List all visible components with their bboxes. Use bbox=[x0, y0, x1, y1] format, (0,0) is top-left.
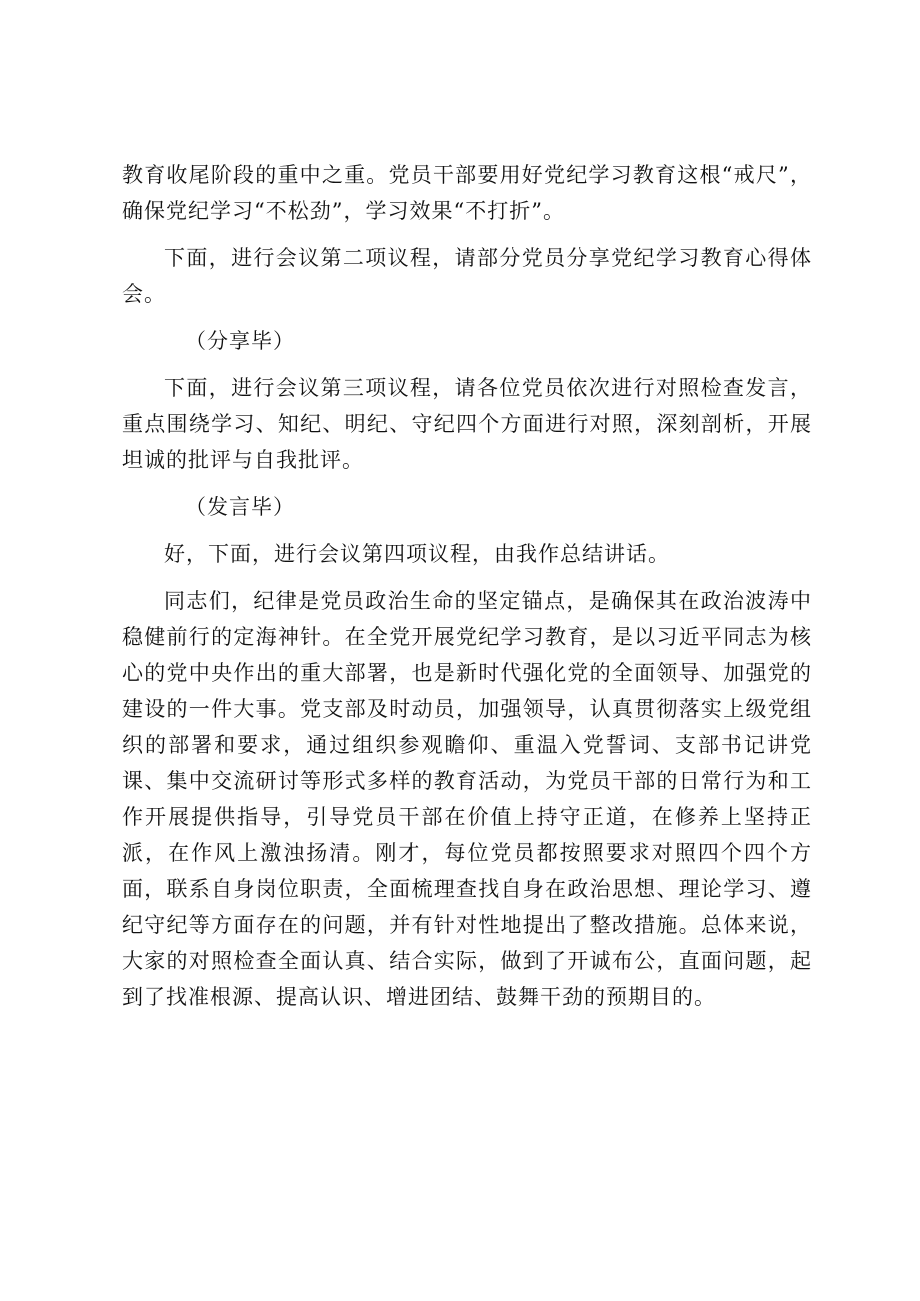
document-body bbox=[122, 157, 812, 1026]
paragraph-continuation: 教育收尾阶段的重中之重。党员干部要用好党纪学习教育这根“戒尺”，确保党纪学习“不松劲”，学习效果“不打折”。 bbox=[122, 163, 812, 223]
note-speech-finished: （发言毕） bbox=[185, 495, 295, 519]
paragraph-summary-speech: 同志们，纪律是党员政治生命的坚定锚点，是确保其在政治波涛中稳健前行的定海神针。在全党开展党纪学习教育，是以习近平同志为核心的党中央作出的重大部署，也是新时代强化党的全面领导、加强党的建设的一件大事。党支部及时动员，加强领导，认真贯彻落实上级党组织的部署和要求，通过组织参观瞻仰、重温入党誓词、支部书记讲党课、集中交流研讨等形式多样的教育活动，为党员干部的日常行为和工作开展提供指导，引导党员干部在价值上持守正道，在修养上坚持正派，在作风上激浊扬清。刚才，每位党员都按照要求对照四个四个方面，联系自身岗位职责，全面梳理查找自身在政治思想、理论学习、遵纪守纪等方面存在的问题，并有针对性地提出了整改措施。总体来说，大家的对照检查全面认真、结合实际，做到了开诚布公，直面问题，起到了找准根源、提高认识、增进团结、鼓舞干劲的预期目的。 bbox=[122, 589, 812, 1009]
paragraph-agenda-item-4: 好，下面，进行会议第四项议程，由我作总结讲话。 bbox=[164, 542, 670, 566]
paragraph-agenda-item-3: 下面，进行会议第三项议程，请各位党员依次进行对照检查发言，重点围绕学习、知纪、明纪、守纪四个方面进行对照，深刻剖析，开展坦诚的批评与自我批评。 bbox=[122, 376, 812, 472]
paragraph-agenda-item-2: 下面，进行会议第二项议程，请部分党员分享党纪学习教育心得体会。 bbox=[122, 246, 812, 306]
note-sharing-finished: （分享毕） bbox=[185, 329, 295, 353]
